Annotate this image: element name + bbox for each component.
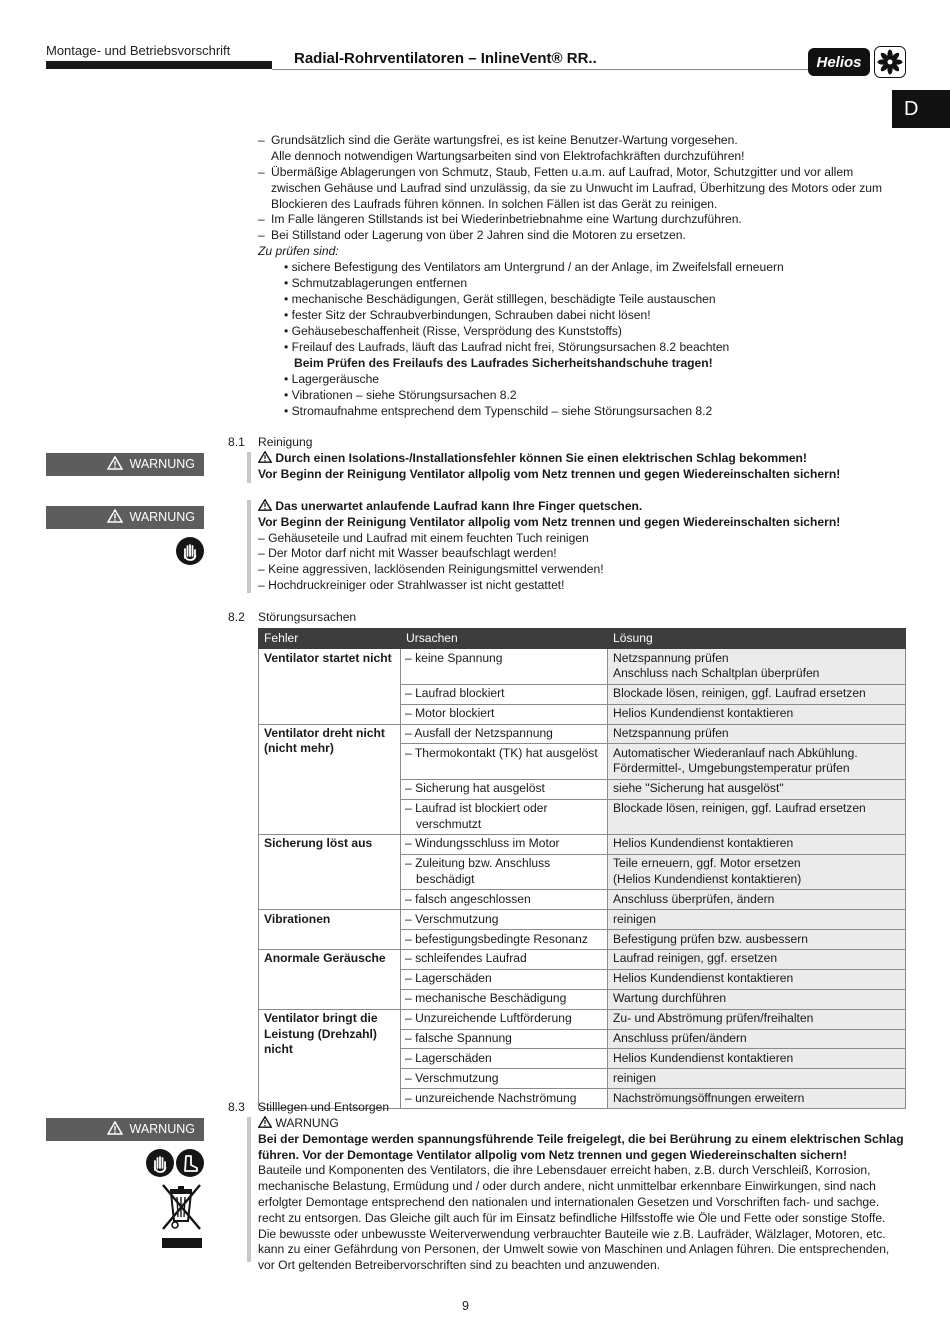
warning-bar xyxy=(247,452,251,483)
warning-text: WARNUNG Bei der Demontage werden spannungsführende Teile freigelegt, die bei Berührung zu einem elektrischen Schlag führen. Vor der Demontage Ventilator allpolig vom Netz trennen und gegen Wiedereinschalten sichern! Bauteile und Komponenten des Ventilators, die ihre Lebensdauer erreicht haben, z.B. durch Verschleiß, Korrosion, mechanische Belastung, Ermüdung und / oder durch andere, nicht unmittelbar erkennbare Einwirkungen, sind nach erfolgter Demontage entsprechend den nationalen und internationalen Gesetzen und Vorschriften fach- und sachge. recht zu entsorgen. Das Gleiche gilt auch für im Einsatz befindliche Hilfsstoffe wie Öle und Fette oder sonstige Stoffe. Die bewusste oder unbewusste Weiterverwendung verbrauchter Bauteile wie z.B. Laufräder, Wälzlager, Motoren, etc. kann zu einer Gefährdung von Personen, der Umwelt sowie von Maschinen und Anlagen führen. Die entsprechenden, vor Ort geltenden Betreibervorschriften sind zu beachten und anzuwenden. xyxy=(258,1116,906,1274)
page-number: 9 xyxy=(462,1299,469,1313)
section-title: Reinigung xyxy=(258,435,313,449)
doc-type-label: Montage- und Betriebsvorschrift xyxy=(46,43,231,58)
table-row: Vibrationen – Verschmutzung reinigen xyxy=(259,910,906,930)
disposal-body: Bauteile und Komponenten des Ventilators, die ihre Lebensdauer erreicht haben, z.B. durch Verschleiß, Korrosion, mechanische Belastung, Ermüdung und / oder durch andere, nicht unmittelbar erkennbare Einwirkungen, sind nach erfolgter Demontage entsprechend den nationalen und internationalen Gesetzen und Vorschriften fach- und sachge. recht zu entsorgen. Das Gleiche gilt auch für im Einsatz befindliche Hilfsstoffe wie Öle und Fette oder sonstige Stoffe. Die bewusste oder unbewusste Weiterverwendung verbrauchter Bauteile wie z.B. Laufräder, Wälzlager, Motoren, etc. kann zu einer Gefährdung von Personen, der Umwelt sowie von Maschinen und Anlagen führen. Die entsprechenden, vor Ort geltenden Betreibervorschriften sind zu beachten und anzuwenden. xyxy=(258,1163,890,1273)
table-row: – Sicherung hat ausgelöst siehe "Sicherung hat ausgelöst" xyxy=(259,779,906,799)
check-item: • Freilauf des Laufrads, läuft das Laufrad nicht frei, Störungsursachen 8.2 beachten xyxy=(284,340,730,354)
warning-badge: WARNUNG xyxy=(46,453,204,476)
list-item: – Hochdruckreiniger oder Strahlwasser ist nicht gestattet! xyxy=(258,577,565,592)
table-row: – falsche Spannung Anschluss prüfen/ändern xyxy=(259,1029,906,1049)
warning-body: Bei der Demontage werden spannungsführende Teile freigelegt, die bei Berührung zu einem elektrischen Schlag führen. Vor der Demontage Ventilator allpolig vom Netz trennen und gegen Wiedereinschalten sichern! xyxy=(258,1131,904,1162)
fan-icon xyxy=(874,46,906,78)
warning-badge: WARNUNG xyxy=(46,506,204,529)
check-item: • Vibrationen – siehe Störungsursachen 8.2 xyxy=(284,388,517,402)
boot-icon xyxy=(176,1149,204,1177)
section-number: 8.2 xyxy=(228,610,245,624)
warning-triangle-icon xyxy=(107,509,123,523)
table-row: – Zuleitung bzw. Anschluss beschädigt Teile erneuern, ggf. Motor ersetzen (Helios Kundendienst kontaktieren) xyxy=(259,854,906,889)
check-item: • Gehäusebeschaffenheit (Risse, Versprödung des Kunststoffs) xyxy=(284,324,622,338)
list-item: – Übermäßige Ablagerungen von Schmutz, Staub, Fetten u.a.m. auf Laufrad, Motor, Schutzgitter und vor allem zwischen Gehäuse und Laufrad sind unzulässig, da sie zu Unwucht im Laufrad, Überhitzung des Motors oder zum Blockieren des Laufrads führen können. In solchen Fällen ist das Gerät zu reinigen. xyxy=(258,165,883,211)
check-item: • Schmutzablagerungen entfernen xyxy=(284,276,468,290)
language-tab: D xyxy=(892,90,950,128)
table-row: – mechanische Beschädigung Wartung durchführen xyxy=(259,989,906,1009)
warning-bar xyxy=(247,500,251,593)
check-item: • sichere Befestigung des Ventilators am Untergrund / an der Anlage, im Zweifelsfall erneuern xyxy=(284,260,784,274)
table-row: – Thermokontakt (TK) hat ausgelöst Automatischer Wiederanlauf nach Abkühlung. Fördermittel-, Umgebungstemperatur prüfen xyxy=(259,744,906,779)
table-row: Ventilator startet nicht – keine Spannung Netzspannung prüfen Anschluss nach Schaltplan überprüfen xyxy=(259,649,906,684)
glove-icon xyxy=(176,537,204,565)
table-row: – Motor blockiert Helios Kundendienst kontaktieren xyxy=(259,704,906,724)
warning-triangle-icon xyxy=(258,451,272,463)
section-title: Stilllegen und Entsorgen xyxy=(258,1100,390,1114)
header-rule xyxy=(272,69,812,70)
gloves-icon xyxy=(146,1149,174,1177)
warning-bar xyxy=(247,1117,251,1262)
section-number: 8.1 xyxy=(228,435,245,449)
check-item: • Stromaufnahme entsprechend dem Typenschild – siehe Störungsursachen 8.2 xyxy=(284,404,713,418)
table-row: – unzureichende Nachströmung Nachströmungsöffnungen erweitern xyxy=(259,1089,906,1109)
check-item: • fester Sitz der Schraubverbindungen, Schrauben dabei nicht lösen! xyxy=(284,308,651,322)
list-item: – Gehäuseteile und Laufrad mit einem feuchten Tuch reinigen xyxy=(258,530,589,545)
warning-triangle-icon xyxy=(258,499,272,511)
table-row: – Lagerschäden Helios Kundendienst kontaktieren xyxy=(259,1049,906,1069)
check-item: • mechanische Beschädigungen, Gerät stilllegen, beschädigte Teile austauschen xyxy=(284,292,716,306)
header-bar xyxy=(46,61,272,69)
warning-text: Das unerwartet anlaufende Laufrad kann Ihre Finger quetschen. Vor Beginn der Reinigung Ventilator allpolig vom Netz trennen und gegen Wiedereinschalten sichern! – Gehäuseteile und Laufrad mit einem feuchten Tuch reinigen – Der Motor darf nicht mit Wasser beaufschlagt werden! – Keine aggressiven, lacklösenden Reinigungsmittel verwenden! – Hochdruckreiniger oder Strahlwasser ist nicht gestattet! xyxy=(258,499,908,594)
glove-icon xyxy=(146,1149,174,1177)
warning-badge: WARNUNG xyxy=(46,1118,204,1141)
gloves-icon xyxy=(176,537,204,565)
list-item: – Bei Stillstand oder Lagerung von über 2 Jahren sind die Motoren zu ersetzen. xyxy=(258,228,686,242)
weee-disposal-icon xyxy=(160,1183,204,1249)
table-row: Sicherung löst aus – Windungsschluss im Motor Helios Kundendienst kontaktieren xyxy=(259,834,906,854)
table-row: – falsch angeschlossen Anschluss überprüfen, ändern xyxy=(259,890,906,910)
table-row: – Verschmutzung reinigen xyxy=(259,1069,906,1089)
table-row: Anormale Geräusche – schleifendes Laufrad Laufrad reinigen, ggf. ersetzen xyxy=(259,949,906,969)
document-title: Radial-Rohrventilatoren – InlineVent® RR.. xyxy=(294,50,597,67)
helios-logo xyxy=(808,46,904,78)
check-label: Zu prüfen sind: xyxy=(258,244,339,258)
table-row: Ventilator dreht nicht (nicht mehr) – Ausfall der Netzspannung Netzspannung prüfen xyxy=(259,724,906,744)
column-header: Lösung xyxy=(608,629,906,649)
warning-triangle-icon xyxy=(107,456,123,470)
table-row: – Laufrad ist blockiert oder verschmutzt Blockade lösen, reinigen, ggf. Laufrad ersetzen xyxy=(259,799,906,834)
section-title: Störungsursachen xyxy=(258,610,357,624)
gloves-note: Beim Prüfen des Freilaufs des Laufrades Sicherheitshandschuhe tragen! xyxy=(294,356,713,370)
list-item: – Im Falle längeren Stillstands ist bei Wiederinbetriebnahme eine Wartung durchzuführen. xyxy=(258,212,742,226)
warning-triangle-icon xyxy=(107,1121,123,1135)
table-row: Ventilator bringt die Leistung (Drehzahl) nicht – Unzureichende Luftförderung Zu- und Abströmung prüfen/freihalten xyxy=(259,1009,906,1029)
check-item: • Lagergeräusche xyxy=(284,372,380,386)
list-item: – Grundsätzlich sind die Geräte wartungsfrei, es ist keine Benutzer-Wartung vorgesehen. Alle dennoch notwendigen Wartungsarbeiten sind von Elektrofachkräften durchzuführen! xyxy=(258,133,745,163)
warning-text: Durch einen Isolations-/Installationsfehler können Sie einen elektrischen Schlag bekommen! Vor Beginn der Reinigung Ventilator allpolig vom Netz trennen und gegen Wiedereinschalten sichern! xyxy=(258,451,841,481)
safety-boots-icon xyxy=(176,1149,204,1177)
list-item: – Der Motor darf nicht mit Wasser beaufschlagt werden! xyxy=(258,546,557,561)
section-number: 8.3 xyxy=(228,1100,245,1114)
fault-table xyxy=(258,628,906,1109)
column-header: Ursachen xyxy=(401,629,608,649)
column-header: Fehler xyxy=(259,629,401,649)
table-row: – Laufrad blockiert Blockade lösen, reinigen, ggf. Laufrad ersetzen xyxy=(259,684,906,704)
logo-wordmark: Helios xyxy=(808,48,870,76)
list-item: – Keine aggressiven, lacklösenden Reinigungsmittel verwenden! xyxy=(258,562,604,577)
table-row: – Lagerschäden Helios Kundendienst kontaktieren xyxy=(259,969,906,989)
warning-triangle-icon xyxy=(258,1116,272,1128)
table-header-row xyxy=(259,629,906,649)
table-row: – befestigungsbedingte Resonanz Befestigung prüfen bzw. ausbessern xyxy=(259,930,906,950)
